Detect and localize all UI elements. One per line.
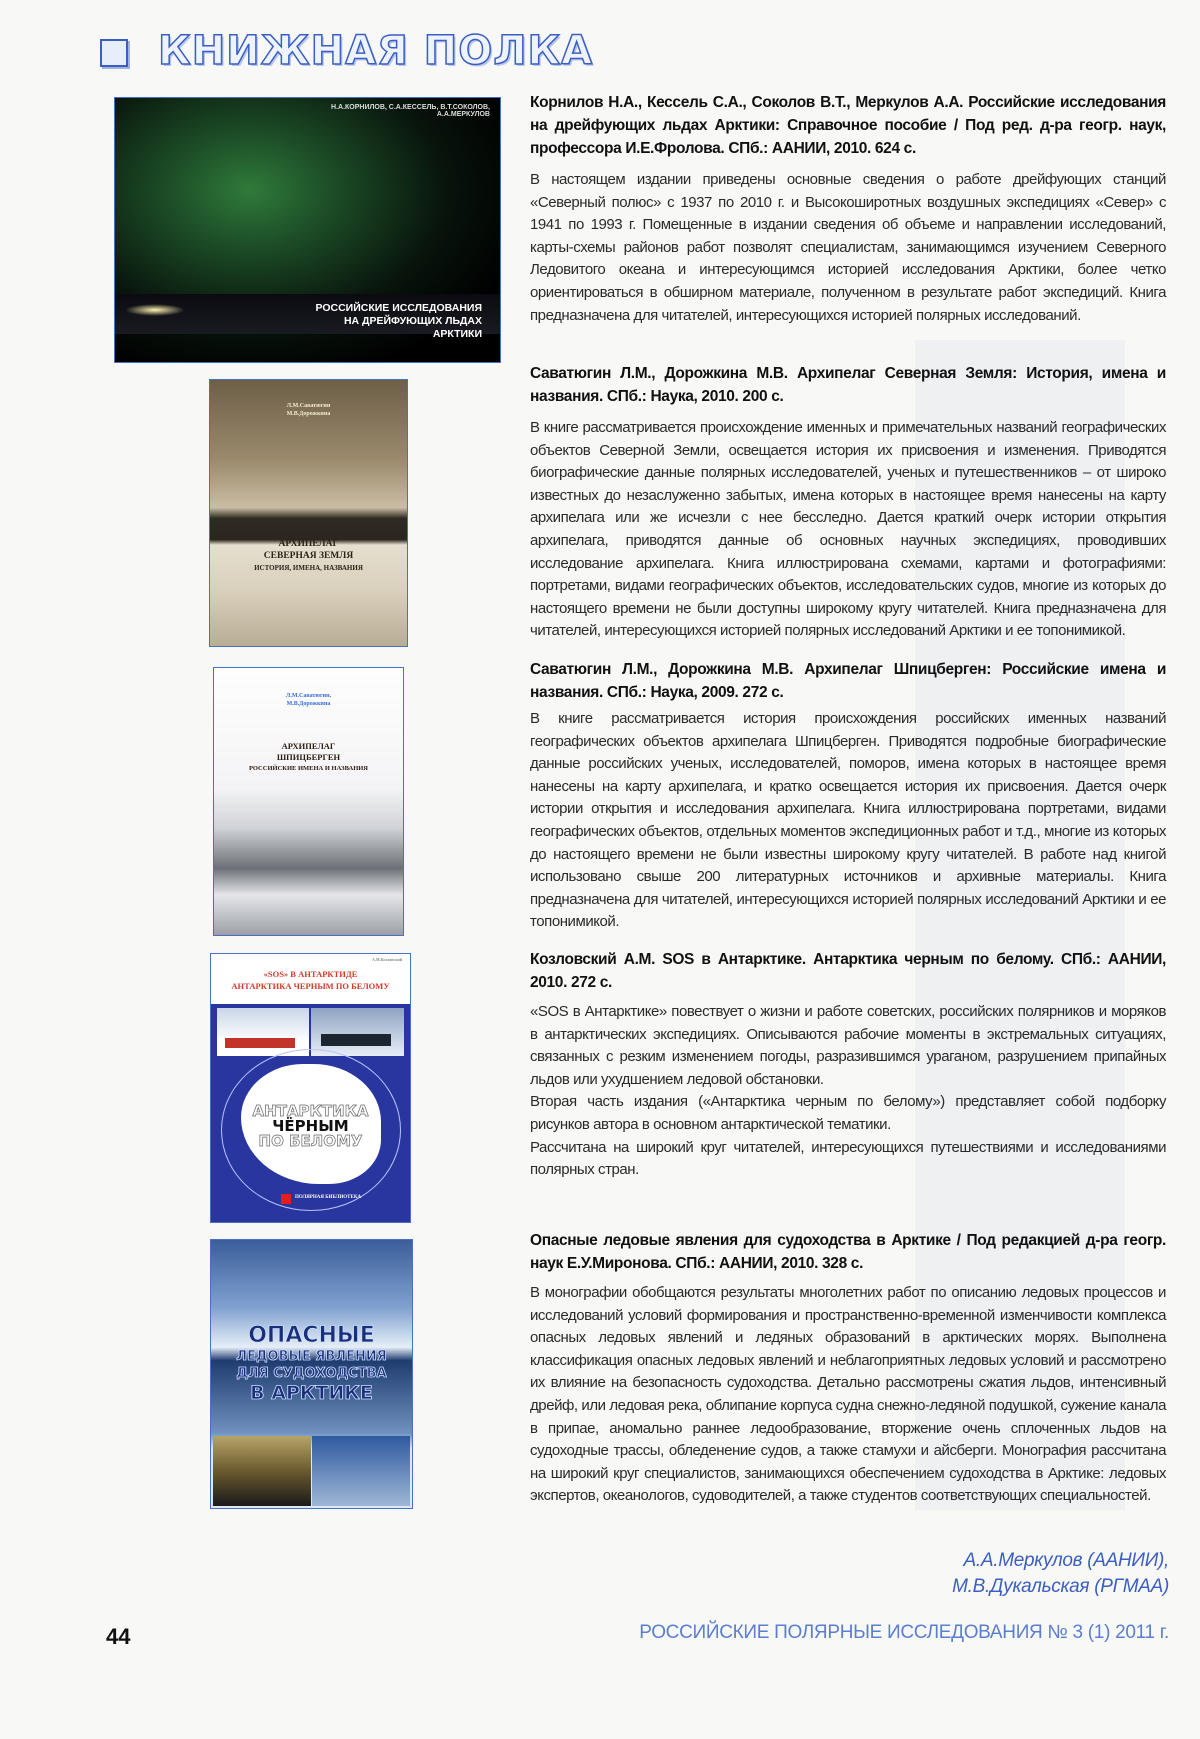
cover-title: ОПАСНЫЕ <box>248 1323 375 1348</box>
cover-title: ЛЕДОВЫЕ ЯВЛЕНИЯ <box>236 1349 387 1364</box>
cover-title: В АРКТИКЕ <box>250 1382 373 1404</box>
cover-subtitle: РОССИЙСКИЕ ИМЕНА И НАЗВАНИЯ <box>248 765 369 772</box>
review-author: А.А.Меркулов (ААНИИ), <box>963 1550 1169 1571</box>
book-citation: Опасные ледовые явления для судоходства в Арктике / Под редакцией д-ра геогр. наук Е.У.Миронова. СПб.: ААНИИ, 2010. 328 с. <box>530 1232 1166 1272</box>
review-author: М.В.Дукальская (РГМАА) <box>952 1576 1169 1597</box>
series-logo-icon <box>281 1194 291 1204</box>
cover-authors: М.В.Дорожкина <box>286 701 331 707</box>
cover-title: АНТАРКТИКА ЧЕРНЫМ ПО БЕЛОМУ <box>231 981 390 991</box>
cover-authors: Н.А.КОРНИЛОВ, С.А.КЕССЕЛЬ, В.Т.СОКОЛОВ, <box>331 104 490 111</box>
cover-title: СЕВЕРНАЯ ЗЕМЛЯ <box>263 551 354 561</box>
cover-title: АРХИПЕЛАГ <box>278 539 339 549</box>
book-description: В книге рассматривается происхождение именных и примечательных названий географических объектов Северной Земли, освещается история их присвоения и изменения. Приводятся биографические данные полярных исследователей, ученых и путешественников – от широко известных до незаслуженно забытых, имена которых в настоящее время нанесены на карту архипелага или же исчезли с нее бесследно. Дается краткий очерк истории открытия архипелага, приводятся данные об основных научных экспедициях, проводивших исследование архипелага. Книга иллюстрирована схемами, картами и фотографиями: портретами, видами географических объектов, исследовательских судов, многие из которых до настоящего времени не были доступны широкому кругу читателей. Книга предназначена для читателей, интересующихся историей полярных исследований Арктики и ее топонимикой. <box>530 419 1166 640</box>
cover-photo-dark-ship <box>311 1008 404 1056</box>
journal-title: РОССИЙСКИЕ ПОЛЯРНЫЕ ИССЛЕДОВАНИЯ № 3 (1) 2011 г. <box>639 1622 1169 1643</box>
section-title: КНИЖНАЯ ПОЛКА <box>158 28 594 74</box>
cover-title: ДЛЯ СУДОХОДСТВА <box>236 1366 387 1381</box>
book-review <box>530 362 1166 643</box>
book-description: В монографии обобщаются результаты многолетних работ по описанию ледовых процессов и исследований условий формирования и пространственно-временной изменчивости комплекса опасных ледовых явлений и ледяных образований в арктических морях. Выполнена классификация опасных ледовых явлений и неблагоприятных ледовых условий и рассмотрено их влияние на безопасность судоходства. Детально рассмотрены сжатия льдов, интенсивный дрейф, или ледовая река, облипание корпуса судна снежно-ледяной подушкой, сужение канала в припае, аномально раннее ледообразование, вторжение очень сплоченных льдов на судоходные трассы, обледенение судов, а также стамухи и айсберги. Монография рассчитана на широкий круг специалистов, занимающихся обеспечением судоходства в Арктике: ледовых экспертов, океанологов, судоводителей, а также студентов соответствующих специальностей. <box>530 1284 1166 1505</box>
book-citation: Козловский А.М. SOS в Антарктике. Антарктика черным по белому. СПб.: ААНИИ, 2010. 272 с. <box>530 951 1166 991</box>
book-cover-dangerous-ice <box>210 1239 413 1509</box>
review-authors <box>952 1548 1169 1600</box>
book-citation: Корнилов Н.А., Кессель С.А., Соколов В.Т., Меркулов А.А. Российские исследования на дрейфующих льдах Арктики: Справочное пособие / Под ред. д-ра геогр. наук, профессора И.Е.Фролова. СПб.: ААНИИ, 2010. 624 с. <box>530 94 1166 157</box>
cover-title: РОССИЙСКИЕ ИССЛЕДОВАНИЯ <box>315 302 482 314</box>
book-description: В настоящем издании приведены основные сведения о работе дрейфующих станций «Северный полюс» с 1937 по 2010 г. и Высокоширотных воздушных экспедициях «Север» с 1941 по 1993 г. Помещенные в издании сведения об объеме и направлении исследований, карты-схемы районов работ позволят специалистам, занимающимся изучением Северного Ледовитого океана и интересующимся историей исследования Арктики, более четко ориентироваться в обширном материале, полученном в результате работ экспедиций. Книга предназначена для читателей, интересующихся историей полярных исследований. <box>530 171 1166 324</box>
book-cover-severnaya-zemlya <box>209 379 408 647</box>
book-cover-drifting-ice <box>114 97 501 363</box>
page-number: 44 <box>106 1624 131 1649</box>
cover-authors: А.М.Козловский <box>371 957 402 962</box>
book-review <box>530 658 1166 934</box>
square-bullet-icon <box>100 39 128 67</box>
cover-title: АРХИПЕЛАГ <box>281 741 336 751</box>
cover-art-text: ЧЁРНЫМ <box>272 1117 349 1135</box>
book-cover-spitsbergen <box>213 667 404 936</box>
cover-photo-ship-ice <box>312 1436 410 1506</box>
cover-authors: Л.М.Саватюгин <box>286 403 331 409</box>
cover-photo-red-ship <box>217 1008 309 1056</box>
cover-photo-ship-sunset <box>213 1436 311 1506</box>
book-review <box>530 1229 1166 1508</box>
cover-authors: М.В.Дорожкина <box>286 411 331 417</box>
book-review <box>530 948 1166 1182</box>
cover-authors: А.А.МЕРКУЛОВ <box>436 111 490 118</box>
cover-title: «SOS» В АНТАРКТИДЕ <box>263 969 358 979</box>
cover-title: НА ДРЕЙФУЮЩИХ ЛЬДАХ <box>343 315 482 327</box>
book-review <box>530 91 1166 327</box>
book-citation: Саватюгин Л.М., Дорожкина М.В. Архипелаг Северная Земля: История, имена и названия. СПб.: Наука, 2010. 200 с. <box>530 365 1166 405</box>
cover-art-text: ПО БЕЛОМУ <box>258 1132 363 1150</box>
cover-header-band <box>211 954 410 1004</box>
book-description: Рассчитана на широкий круг читателей, интересующихся путешествиями и исследованиями полярных стран. <box>530 1138 1166 1179</box>
book-description: «SOS в Антарктике» повествует о жизни и работе советских, российских полярников и моряков в антарктических экспедициях. Описываются рабочие моменты в экстремальных ситуациях, связанных с резким изменением погоды, разразившимся ураганом, разрушением припайных льдов или ухудшением ледовой обстановки. <box>530 1003 1166 1088</box>
cover-art-text: АНТАРКТИКА <box>252 1102 369 1120</box>
cover-title: АРКТИКИ <box>432 328 482 340</box>
book-description: Вторая часть издания («Антарктика черным по белому») представляет собой подборку рисунков автора в основном антарктической тематики. <box>530 1093 1166 1133</box>
book-description: В книге рассматривается история происхождения российских именных названий географических объектов архипелага Шпицберген. Приводятся подробные биографические данные российских ученых, исследователей, поморов, имена которых в настоящее время нанесены на карту архипелага, и кратко освещается история их присвоения. Дается очерк истории открытия и исследования архипелага. Книга иллюстрирована портретами, видами географических объектов, отдельных моментов экспедиционных работ и т.д., многие из которых до настоящего времени не были известны широкому кругу читателей. В работе над книгой использовано свыше 200 литературных источников и архивные материалы. Книга предназначена для читателей, интересующихся историей полярных исследований Арктики и ее топонимикой. <box>530 710 1166 931</box>
cover-title: ШПИЦБЕРГЕН <box>276 752 341 762</box>
cover-series: ПОЛЯРНАЯ БИБЛИОТЕКА <box>295 1195 362 1200</box>
book-citation: Саватюгин Л.М., Дорожкина М.В. Архипелаг Шпицберген: Российские имена и названия. СПб.: Наука, 2009. 272 с. <box>530 661 1166 701</box>
cover-subtitle: ИСТОРИЯ, ИМЕНА, НАЗВАНИЯ <box>254 564 363 572</box>
book-cover-sos-antarctica <box>210 953 411 1223</box>
cover-authors: Л.М.Саватюгин, <box>285 693 332 699</box>
